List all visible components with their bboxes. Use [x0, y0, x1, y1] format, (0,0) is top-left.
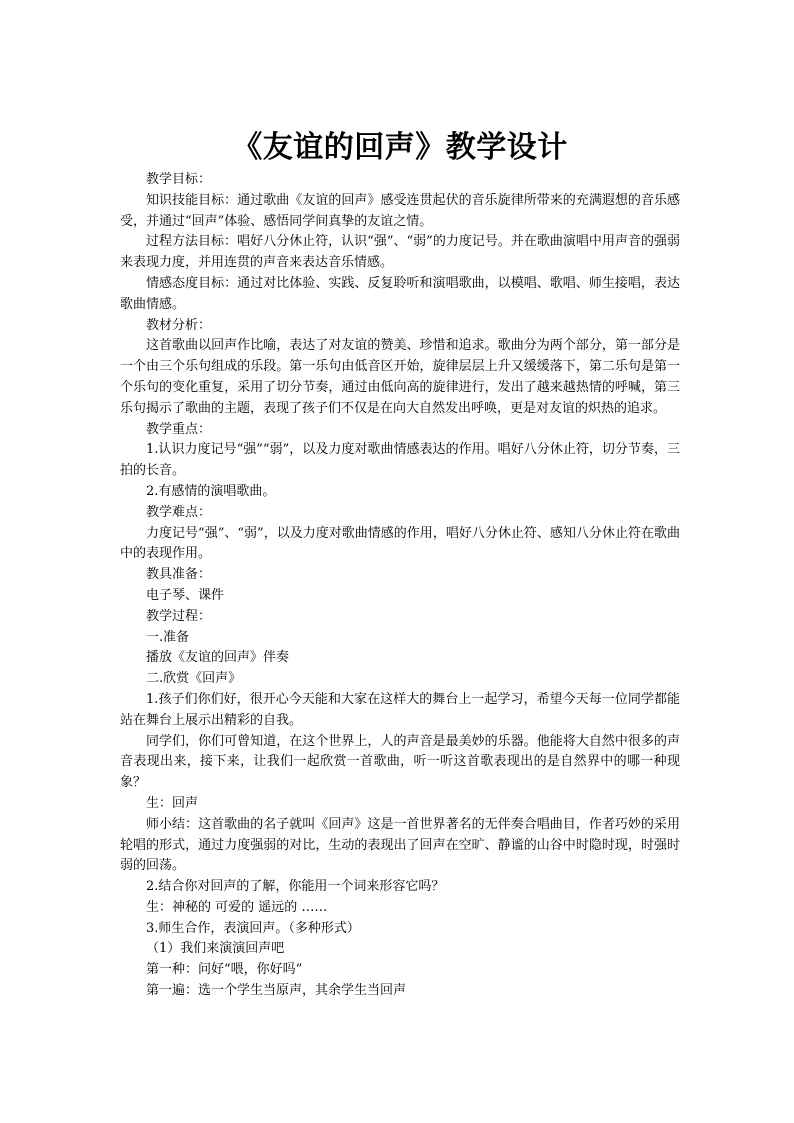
paragraph-first-round: 第一遍：选一个学生当原声，其余学生当回声	[146, 983, 407, 999]
paragraph-teaching-aids: 电子琴、课件	[146, 587, 225, 603]
paragraph-key-point-2: 2.有感情的演唱歌曲。	[146, 483, 276, 499]
paragraph-difficulties: 力度记号“强”、“弱”，以及力度对歌曲情感的作用，唱好八分休止符、感知八分休止符在歌曲中的表现作用。	[120, 525, 680, 562]
paragraph-student-answer-2: 生：神秘的 可爱的 遥远的 ……	[146, 899, 328, 915]
step-1-content: 播放《友谊的回声》伴奏	[146, 650, 290, 666]
paragraph-key-point-1: 1.认识力度记号“强”“弱”，以及力度对歌曲情感表达的作用。唱好八分休止符，切分节奏，三拍的长音。	[120, 442, 680, 479]
paragraph-student-answer-1: 生：回声	[146, 795, 199, 811]
heading-difficulties: 教学难点：	[146, 504, 212, 520]
step-1-heading: 一.准备	[146, 629, 190, 645]
paragraph-emotion-goal: 情感态度目标：通过对比体验、实践、反复聆听和演唱歌曲，以模唱、歌唱、师生接唱，表达歌曲情感。	[120, 275, 680, 312]
paragraph-sub-step-1: （1）我们来演演回声吧	[146, 941, 285, 957]
paragraph-process-goal: 过程方法目标：唱好八分休止符，认识“强”、“弱”的力度记号。并在歌曲演唱中用声音的强弱来表现力度，并用连贯的声音来表达音乐情感。	[120, 234, 680, 271]
heading-teaching-aids: 教具准备：	[146, 567, 212, 583]
paragraph-question-2: 2.结合你对回声的了解，你能用一个词来形容它吗？	[146, 879, 445, 895]
document-page	[120, 128, 680, 1002]
paragraph-first-type: 第一种：问好“喂，你好吗”	[146, 962, 303, 978]
paragraph-step-3: 3.师生合作，表演回声。（多种形式）	[146, 920, 360, 936]
heading-teaching-process: 教学过程：	[146, 608, 212, 624]
paragraph-material-analysis: 这首歌曲以回声作比喻，表达了对友谊的赞美、珍惜和追求。歌曲分为两个部分，第一部分是一个由三个乐句组成的乐段。第一乐句由低音区开始，旋律层层上升又缓缓落下，第二乐句是第一个乐句的变化重复，采用了切分节奏，通过由低向高的旋律进行，发出了越来越热情的呼喊，第三乐句揭示了歌曲的主题，表现了孩子们不仅是在向大自然发出呼唤，更是对友谊的炽热的追求。	[120, 338, 680, 416]
paragraph-introduction: 同学们，你们可曾知道，在这个世界上，人的声音是最美妙的乐器。他能将大自然中很多的声音表现出来，接下来，让我们一起欣赏一首歌曲，听一听这首歌表现出的是自然界中的哪一种现象？	[120, 733, 680, 791]
step-2-heading: 二.欣赏《回声》	[146, 671, 242, 687]
paragraph-teacher-summary: 师小结：这首歌曲的名子就叫《回声》这是一首世界著名的无伴奏合唱曲目，作者巧妙的采用轮唱的形式，通过力度强弱的对比，生动的表现出了回声在空旷、静谧的山谷中时隐时现，时强时弱的回荡。	[120, 816, 680, 874]
heading-goals: 教学目标：	[146, 172, 212, 187]
heading-material-analysis: 教材分析：	[146, 317, 212, 333]
paragraph-knowledge-goal: 知识技能目标：通过歌曲《友谊的回声》感受连贯起伏的音乐旋律所带来的充满遐想的音乐感受，并通过“回声”体验、感悟同学间真挚的友谊之情。	[120, 192, 680, 229]
paragraph-greeting: 1.孩子们你们好，很开心今天能和大家在这样大的舞台上一起学习，希望今天每一位同学都能站在舞台上展示出精彩的自我。	[120, 691, 680, 728]
document-title: 《友谊的回声》教学设计	[232, 130, 568, 165]
heading-key-points: 教学重点：	[146, 421, 212, 437]
